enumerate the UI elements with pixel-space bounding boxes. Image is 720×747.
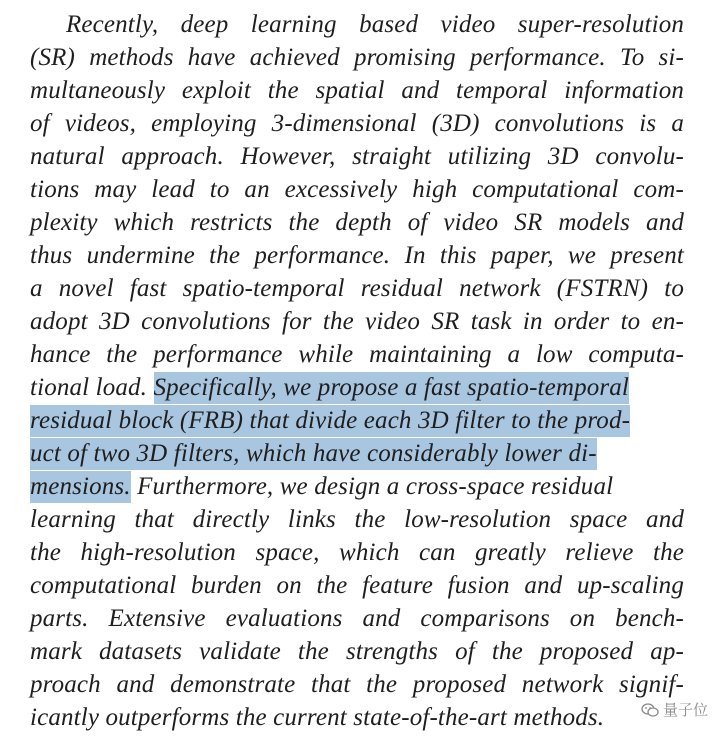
text-line xyxy=(30,404,684,437)
text-line: computational burden on the feature fusion and up-scaling xyxy=(30,572,684,599)
text-line: multaneously exploit the spatial and temporal information xyxy=(30,77,684,104)
wechat-icon xyxy=(641,703,659,717)
text-segment: Furthermore, we design a cross-space residual xyxy=(137,473,614,500)
watermark-text: 量子位 xyxy=(662,701,708,719)
text-line xyxy=(30,371,684,404)
text-line: the high-resolution space, which can greatly relieve the xyxy=(30,539,684,566)
text-line: adopt 3D convolutions for the video SR task in order to en- xyxy=(30,308,684,335)
text-line: learning that directly links the low-resolution space and xyxy=(30,506,684,533)
text-segment: tional load. xyxy=(30,374,148,401)
text-line: of videos, employing 3-dimensional (3D) convolutions is a xyxy=(30,110,684,137)
text-line xyxy=(30,437,684,470)
highlighted-text: residual block (FRB) that divide each 3D filter to the prod- xyxy=(30,405,630,437)
text-line: thus undermine the performance. In this paper, we present xyxy=(30,242,684,269)
text-line xyxy=(30,470,684,503)
highlighted-text: Specifically, we propose a fast spatio-temporal xyxy=(154,372,630,404)
text-line: parts. Extensive evaluations and comparisons on bench- xyxy=(30,605,684,632)
text-line: plexity which restricts the depth of video SR models and xyxy=(30,209,684,236)
highlighted-text: uct of two 3D filters, which have considerably lower di- xyxy=(30,438,597,470)
text-line: (SR) methods have achieved promising performance. To si- xyxy=(30,44,684,71)
highlighted-text: mensions. xyxy=(30,471,131,503)
text-line: proach and demonstrate that the proposed network signif- xyxy=(30,671,684,698)
text-line: a novel fast spatio-temporal residual network (FSTRN) to xyxy=(30,275,684,302)
text-line: mark datasets validate the strengths of the proposed ap- xyxy=(30,638,684,665)
text-line: Recently, deep learning based video super-resolution xyxy=(66,11,684,38)
text-line: hance the performance while maintaining a low computa- xyxy=(30,341,684,368)
watermark xyxy=(637,698,712,721)
text-line: natural approach. However, straight utilizing 3D convolu- xyxy=(30,143,684,170)
text-line: icantly outperforms the current state-of-the-art methods. xyxy=(30,704,605,731)
text-line: tions may lead to an excessively high computational com- xyxy=(30,176,684,203)
